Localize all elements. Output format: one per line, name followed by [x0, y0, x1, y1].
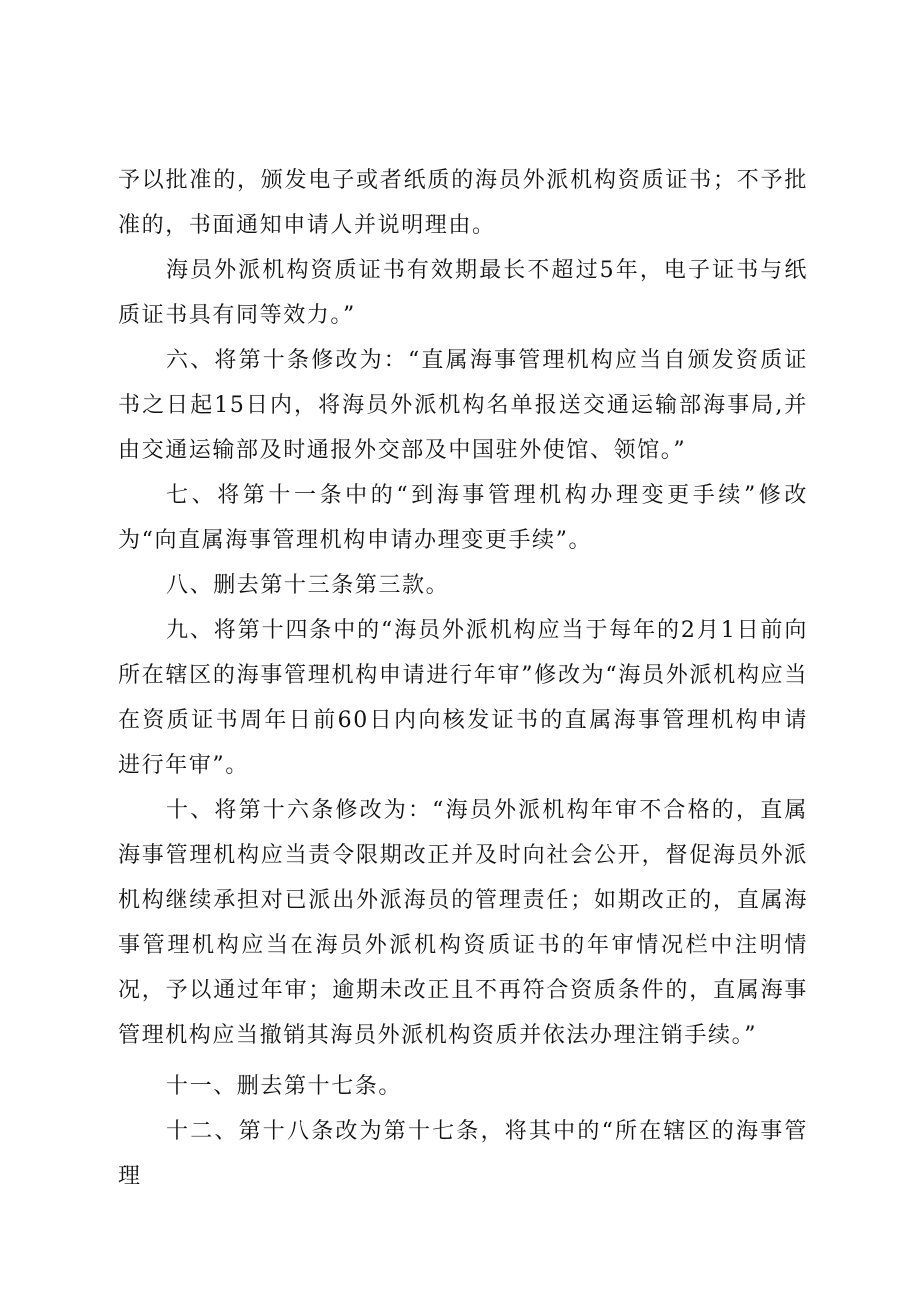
paragraph-item-8: 八、删去第十三条第三款。: [166, 573, 450, 598]
paragraph-item-10: 十、将第十六条修改为：“海员外派机构年审不合格的，直属海事管理机构应当责令限期改正并及时向社会公开，督促海员外派机构继续承担对已派出外派海员的管理责任；如期改正的，直属海事管理机构应当在海员外派机构资质证书的年审情况栏中注明情况，予以通过年审；逾期未改正且不再符合资质条件的，直属海事管理机构应当撤销其海员外派机构资质并依法办理注销手续。”: [118, 798, 808, 1048]
paragraph-certificate-validity: 海员外派机构资质证书有效期最长不超过5年，电子证书与纸质证书具有同等效力。”: [118, 258, 808, 328]
document-body: [118, 158, 808, 1199]
paragraph-item-12: 十二、第十八条改为第十七条，将其中的“所在辖区的海事管理: [118, 1119, 808, 1189]
paragraph-item-7: 七、将第十一条中的“到海事管理机构办理变更手续”修改为“向直属海事管理机构申请办理变更手续”。: [118, 483, 808, 553]
paragraph-continuation-approval: 予以批准的，颁发电子或者纸质的海员外派机构资质证书；不予批准的，书面通知申请人并说明理由。: [118, 168, 808, 238]
paragraph-item-6: 六、将第十条修改为：“直属海事管理机构应当自颁发资质证书之日起15日内，将海员外派机构名单报送交通运输部海事局,并由交通运输部及时通报外交部及中国驻外使馆、领馆。”: [118, 348, 808, 463]
paragraph-item-11: 十一、删去第十七条。: [166, 1074, 403, 1099]
paragraph-item-9: 九、将第十四条中的“海员外派机构应当于每年的2月1日前向所在辖区的海事管理机构申请进行年审”修改为“海员外派机构应当在资质证书周年日前60日内向核发证书的直属海事管理机构申请进行年审”。: [118, 618, 808, 778]
